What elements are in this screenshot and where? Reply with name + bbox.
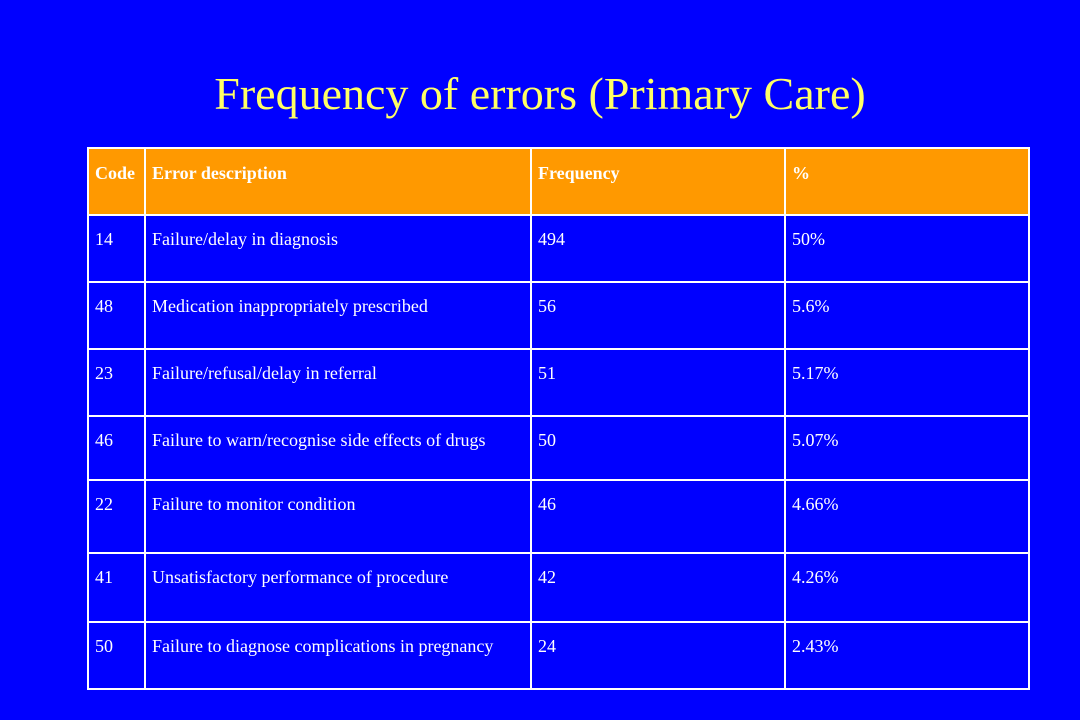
cell-percent: 5.6% — [785, 282, 1029, 349]
table-row — [88, 416, 1029, 480]
table-row — [88, 622, 1029, 689]
cell-percent: 4.26% — [785, 553, 1029, 622]
slide-title: Frequency of errors (Primary Care) — [214, 68, 866, 119]
header-frequency: Frequency — [531, 148, 785, 215]
cell-description: Failure to diagnose complications in pregnancy — [145, 622, 531, 689]
table-row — [88, 282, 1029, 349]
cell-frequency: 51 — [531, 349, 785, 416]
cell-description: Failure to monitor condition — [145, 480, 531, 553]
cell-description: Failure/delay in diagnosis — [145, 215, 531, 282]
cell-code: 22 — [88, 480, 145, 553]
cell-description: Failure to warn/recognise side effects of drugs — [145, 416, 531, 480]
cell-code: 41 — [88, 553, 145, 622]
cell-frequency: 56 — [531, 282, 785, 349]
cell-description: Medication inappropriately prescribed — [145, 282, 531, 349]
cell-percent: 5.07% — [785, 416, 1029, 480]
table-row — [88, 480, 1029, 553]
cell-frequency: 494 — [531, 215, 785, 282]
cell-code: 14 — [88, 215, 145, 282]
cell-frequency: 50 — [531, 416, 785, 480]
cell-frequency: 46 — [531, 480, 785, 553]
cell-description: Unsatisfactory performance of procedure — [145, 553, 531, 622]
cell-percent: 2.43% — [785, 622, 1029, 689]
errors-table — [87, 147, 1030, 690]
table-row — [88, 349, 1029, 416]
table-header-row — [88, 148, 1029, 215]
cell-percent: 5.17% — [785, 349, 1029, 416]
cell-frequency: 24 — [531, 622, 785, 689]
cell-code: 48 — [88, 282, 145, 349]
cell-percent: 4.66% — [785, 480, 1029, 553]
header-description: Error description — [145, 148, 531, 215]
cell-frequency: 42 — [531, 553, 785, 622]
table-row — [88, 553, 1029, 622]
table-row — [88, 215, 1029, 282]
cell-percent: 50% — [785, 215, 1029, 282]
header-percent: % — [785, 148, 1029, 215]
cell-code: 50 — [88, 622, 145, 689]
header-code: Code — [88, 148, 145, 215]
cell-description: Failure/refusal/delay in referral — [145, 349, 531, 416]
cell-code: 46 — [88, 416, 145, 480]
cell-code: 23 — [88, 349, 145, 416]
